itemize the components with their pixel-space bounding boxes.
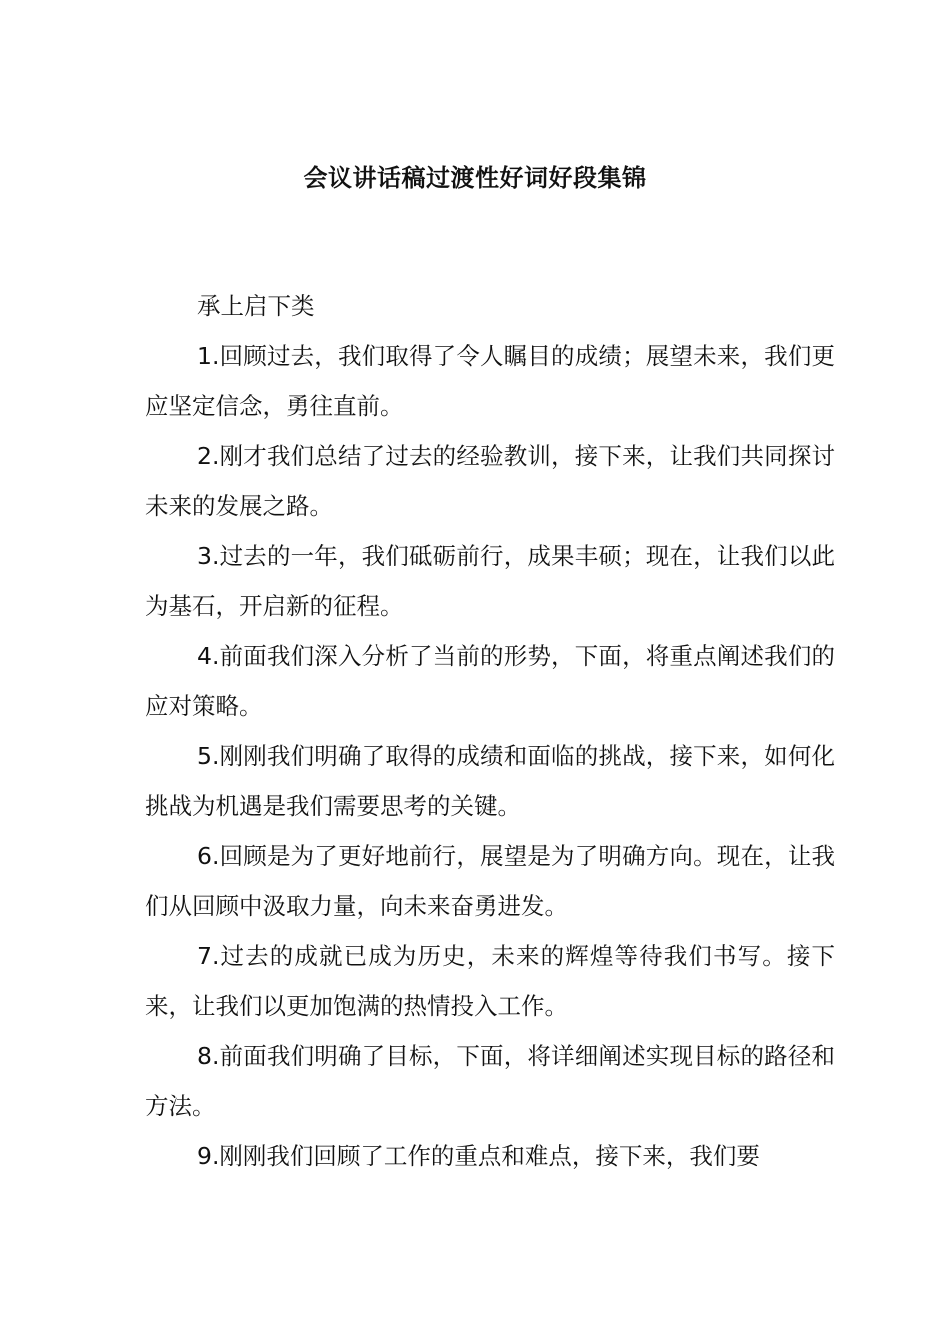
list-item [145, 831, 835, 931]
list-item [145, 531, 835, 631]
list-item-line: 我们更应坚定信念，勇往直前。 [145, 342, 836, 420]
document-body [145, 281, 835, 1181]
list-item-line: 4.前面我们深入分析了当前的形势，下面，将重点阐述 [197, 642, 765, 670]
document-title: 会议讲话稿过渡性好词好段集锦 [303, 164, 647, 192]
list-item-line: 同探讨未来的发展之路。 [145, 442, 836, 520]
list-item [145, 631, 835, 731]
list-item [145, 731, 835, 831]
list-item-line: 如何化挑战为机遇是我们需要思考的关键。 [145, 742, 836, 820]
list-item-line: 5.刚刚我们明确了取得的成绩和面临的挑战，接下来， [197, 742, 765, 770]
list-item [145, 931, 835, 1031]
list-item-line: 6.回顾是为了更好地前行，展望是为了明确方向。现在， [197, 842, 788, 870]
list-item-line: 接下来，让我们以更加饱满的热情投入工作。 [145, 942, 836, 1020]
list-item [145, 331, 835, 431]
list-item-line: 路径和方法。 [145, 1042, 836, 1120]
list-item-line: 1.回顾过去，我们取得了令人瞩目的成绩；展望未来， [197, 342, 765, 370]
list-item-line: 8.前面我们明确了目标，下面，将详细阐述实现目标的 [197, 1042, 765, 1070]
list-item-line: 们以此为基石，开启新的征程。 [145, 542, 836, 620]
list-item-line: 我们的应对策略。 [145, 642, 836, 720]
section-heading: 承上启下类 [197, 292, 315, 320]
list-item [145, 1031, 835, 1131]
list-item-line: 7.过去的成就已成为历史，未来的辉煌等待我们书写。 [197, 942, 787, 970]
list-item [145, 431, 835, 531]
list-item [145, 1131, 835, 1181]
list-item-line: 3.过去的一年，我们砥砺前行，成果丰硕；现在，让我 [197, 542, 765, 570]
list-item-line: 让我们从回顾中汲取力量，向未来奋勇进发。 [145, 842, 836, 920]
list-item-line: 2.刚才我们总结了过去的经验教训，接下来，让我们共 [197, 442, 765, 470]
list-item-line: 9.刚刚我们回顾了工作的重点和难点，接下来，我们要 [197, 1142, 760, 1170]
